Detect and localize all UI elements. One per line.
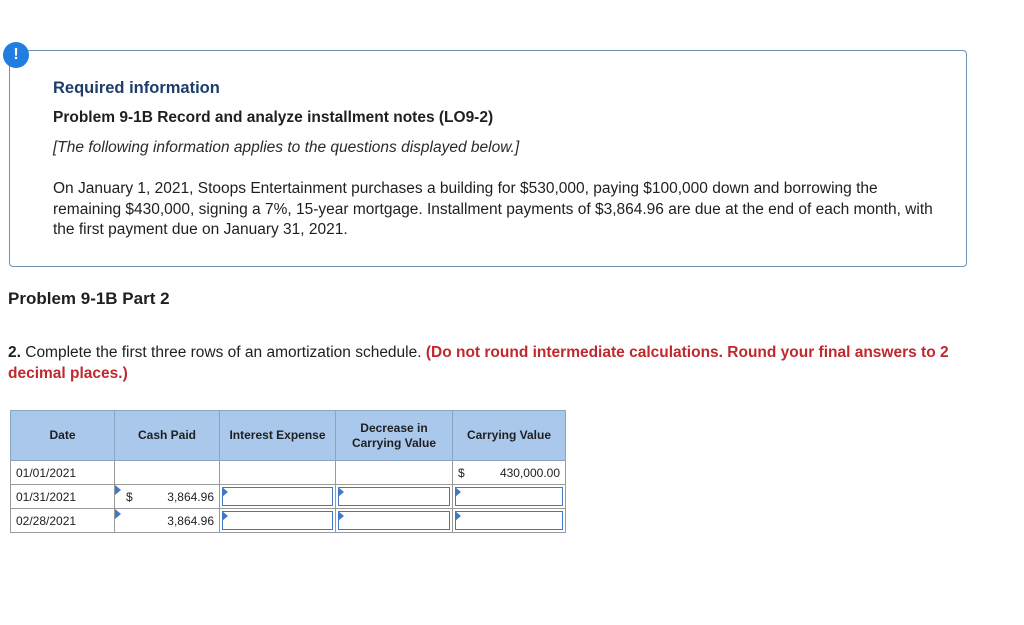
required-information-heading: Required information — [53, 79, 220, 97]
required-information-box — [9, 50, 967, 267]
header-decrease-carrying-value: Decrease in Carrying Value — [336, 411, 453, 461]
alert-exclamation-icon: ! — [3, 42, 29, 68]
row1-date: 01/01/2021 — [11, 461, 115, 485]
row3-interest-expense-cell — [220, 509, 336, 533]
row2-cash-amount: 3,864.96 — [167, 489, 214, 504]
row2-decrease-input[interactable] — [338, 487, 450, 506]
row3-decrease-cell — [336, 509, 453, 533]
header-cash-paid: Cash Paid — [115, 411, 220, 461]
row1-carrying-amount: 430,000.00 — [499, 465, 560, 480]
row2-interest-expense-cell — [220, 485, 336, 509]
problem-description: On January 1, 2021, Stoops Entertainment purchases a building for $530,000, paying $100,000 down and borrowing the remaining $430,000, signing a 7%, 15-year mortgage. Installment payments of $3,864.96 are due at the end of each month, with the first payment due on January 31, 2021. — [53, 180, 933, 238]
table-row — [11, 461, 566, 485]
row3-cash-paid — [115, 509, 220, 533]
row3-decrease-input[interactable] — [338, 511, 450, 530]
row2-decrease-cell — [336, 485, 453, 509]
row2-interest-expense-input[interactable] — [222, 487, 333, 506]
row2-cash-currency: $ — [126, 489, 133, 504]
header-date: Date — [11, 411, 115, 461]
row1-decrease — [336, 461, 453, 485]
row2-date: 01/31/2021 — [11, 485, 115, 509]
question-number: 2. — [8, 344, 21, 361]
row2-carrying-value-input[interactable] — [455, 487, 563, 506]
table-row — [11, 509, 566, 533]
row1-carrying-currency: $ — [458, 465, 465, 480]
problem-title: Problem 9-1B Record and analyze installment notes (LO9-2) — [53, 109, 494, 126]
row1-interest-expense — [220, 461, 336, 485]
table-row — [11, 485, 566, 509]
applies-note: [The following information applies to the questions displayed below.] — [53, 139, 520, 156]
row3-date: 02/28/2021 — [11, 509, 115, 533]
row1-cash-paid — [115, 461, 220, 485]
table-header-row — [11, 411, 566, 461]
row3-cash-amount: 3,864.96 — [167, 513, 214, 528]
header-interest-expense: Interest Expense — [220, 411, 336, 461]
question-text — [8, 343, 968, 384]
part-title: Problem 9-1B Part 2 — [8, 289, 170, 308]
row3-carrying-value-cell — [453, 509, 566, 533]
row2-carrying-value-cell — [453, 485, 566, 509]
row3-interest-expense-input[interactable] — [222, 511, 333, 530]
row2-cash-paid — [115, 485, 220, 509]
header-carrying-value: Carrying Value — [453, 411, 566, 461]
question-instructions: (Do not round intermediate calculations. Round your final answers to 2 decimal places.) — [8, 344, 949, 382]
amortization-table — [10, 410, 566, 533]
question-prompt: Complete the first three rows of an amortization schedule. — [20, 344, 426, 361]
row3-carrying-value-input[interactable] — [455, 511, 563, 530]
row1-carrying-value — [453, 461, 566, 485]
